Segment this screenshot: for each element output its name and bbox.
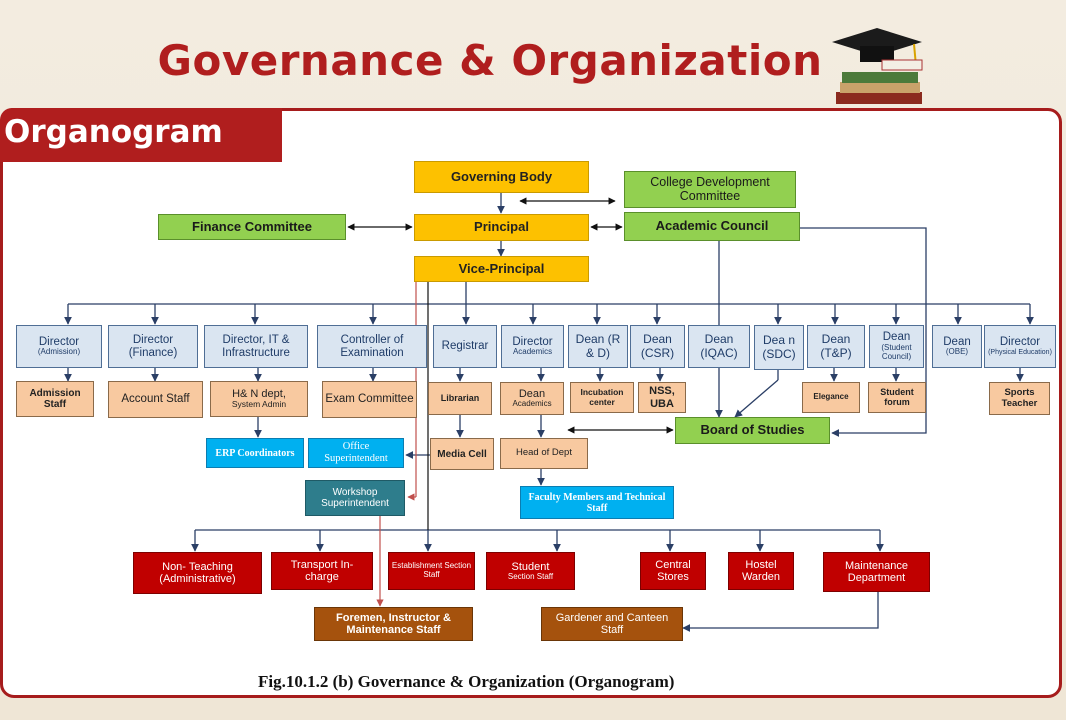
dean-student-council-label: Dean — [882, 331, 911, 344]
vice-principal-node: Vice-Principal — [414, 256, 589, 282]
non-teaching-node: Non- Teaching (Administrative) — [133, 552, 262, 594]
office-superintendent-node: Office Superintendent — [308, 438, 404, 468]
dean-iqac-node: Dean (IQAC) — [688, 325, 750, 368]
dean-academics-sub: Academics — [512, 399, 552, 409]
student-section-sub: Section Staff — [507, 571, 554, 581]
foremen-node: Foremen, Instructor & Maintenance Staff — [314, 607, 473, 641]
dean-rd-node: Dean (R & D) — [568, 325, 628, 368]
director-academics-sub: Academics — [512, 347, 553, 357]
faculty-members-node: Faculty Members and Technical Staff — [520, 486, 674, 519]
central-stores-node: Central Stores — [640, 552, 706, 590]
dean-obe-sub: (OBE) — [945, 347, 969, 357]
sports-teacher-node: Sports Teacher — [989, 382, 1050, 415]
director-finance-node: Director (Finance) — [108, 325, 198, 368]
hn-dept-label: H& N dept, — [232, 388, 286, 401]
figure-caption: Fig.10.1.2 (b) Governance & Organization (Organogram) — [258, 672, 675, 691]
director-admission-sub: (Admission) — [37, 347, 81, 357]
director-admission-label: Director — [38, 335, 80, 348]
director-admission-node — [16, 325, 102, 368]
workshop-superintendent-node: Workshop Superintendent — [305, 480, 405, 516]
exam-committee-node: Exam Committee — [322, 381, 417, 418]
director-pe-sub: (Physical Education) — [988, 348, 1052, 356]
media-cell-node: Media Cell — [430, 438, 494, 470]
admission-staff-node: Admission Staff — [16, 381, 94, 417]
dean-tp-node: Dean (T&P) — [807, 325, 865, 368]
nss-uba-node: NSS, UBA — [638, 382, 686, 413]
account-staff-node: Account Staff — [108, 381, 203, 418]
transport-incharge-node: Transport In-charge — [271, 552, 373, 590]
student-section-node — [486, 552, 575, 590]
director-pe-label: Director — [999, 336, 1041, 349]
maintenance-department-node: Maintenance Department — [823, 552, 930, 592]
hostel-warden-node: Hostel Warden — [728, 552, 794, 590]
director-academics-label: Director — [512, 335, 553, 348]
hn-dept-node — [210, 381, 308, 417]
dean-csr-node: Dean (CSR) — [630, 325, 685, 368]
student-forum-node: Student forum — [868, 382, 926, 413]
incubation-center-node: Incubation center — [570, 382, 634, 413]
dean-student-council-node — [869, 325, 924, 368]
dean-sdc-node: Dea n (SDC) — [754, 325, 804, 370]
controller-of-examination-node: Controller of Examination — [317, 325, 427, 368]
director-academics-node — [501, 325, 564, 368]
dean-academics-label: Dean — [518, 388, 546, 401]
dean-obe-label: Dean — [943, 335, 971, 348]
college-development-committee-node: College Development Committee — [624, 171, 796, 208]
elegance-node: Elegance — [802, 382, 860, 413]
director-physical-education-node — [984, 325, 1056, 368]
dean-student-council-sub: (Student Council) — [881, 343, 912, 361]
page-title: Governance & Organization — [157, 36, 823, 85]
director-it-node: Director, IT & Infrastructure — [204, 325, 308, 368]
gardener-canteen-node: Gardener and Canteen Staff — [541, 607, 683, 641]
librarian-node: Librarian — [428, 382, 492, 415]
dean-obe-node — [932, 325, 982, 368]
student-section-label: Student — [511, 560, 550, 573]
finance-committee-node: Finance Committee — [158, 214, 346, 240]
governing-body-node: Governing Body — [414, 161, 589, 193]
registrar-node: Registrar — [433, 325, 497, 368]
dean-academics-node — [500, 382, 564, 415]
establishment-section-node: Establishment Section Staff — [388, 552, 475, 590]
principal-node: Principal — [414, 214, 589, 241]
head-of-dept-node: Head of Dept — [500, 438, 588, 469]
board-of-studies-node: Board of Studies — [675, 417, 830, 444]
academic-council-node: Academic Council — [624, 212, 800, 241]
section-title: Organogram — [4, 114, 223, 150]
erp-coordinators-node: ERP Coordinators — [206, 438, 304, 468]
hn-dept-sub: System Admin — [231, 399, 287, 410]
